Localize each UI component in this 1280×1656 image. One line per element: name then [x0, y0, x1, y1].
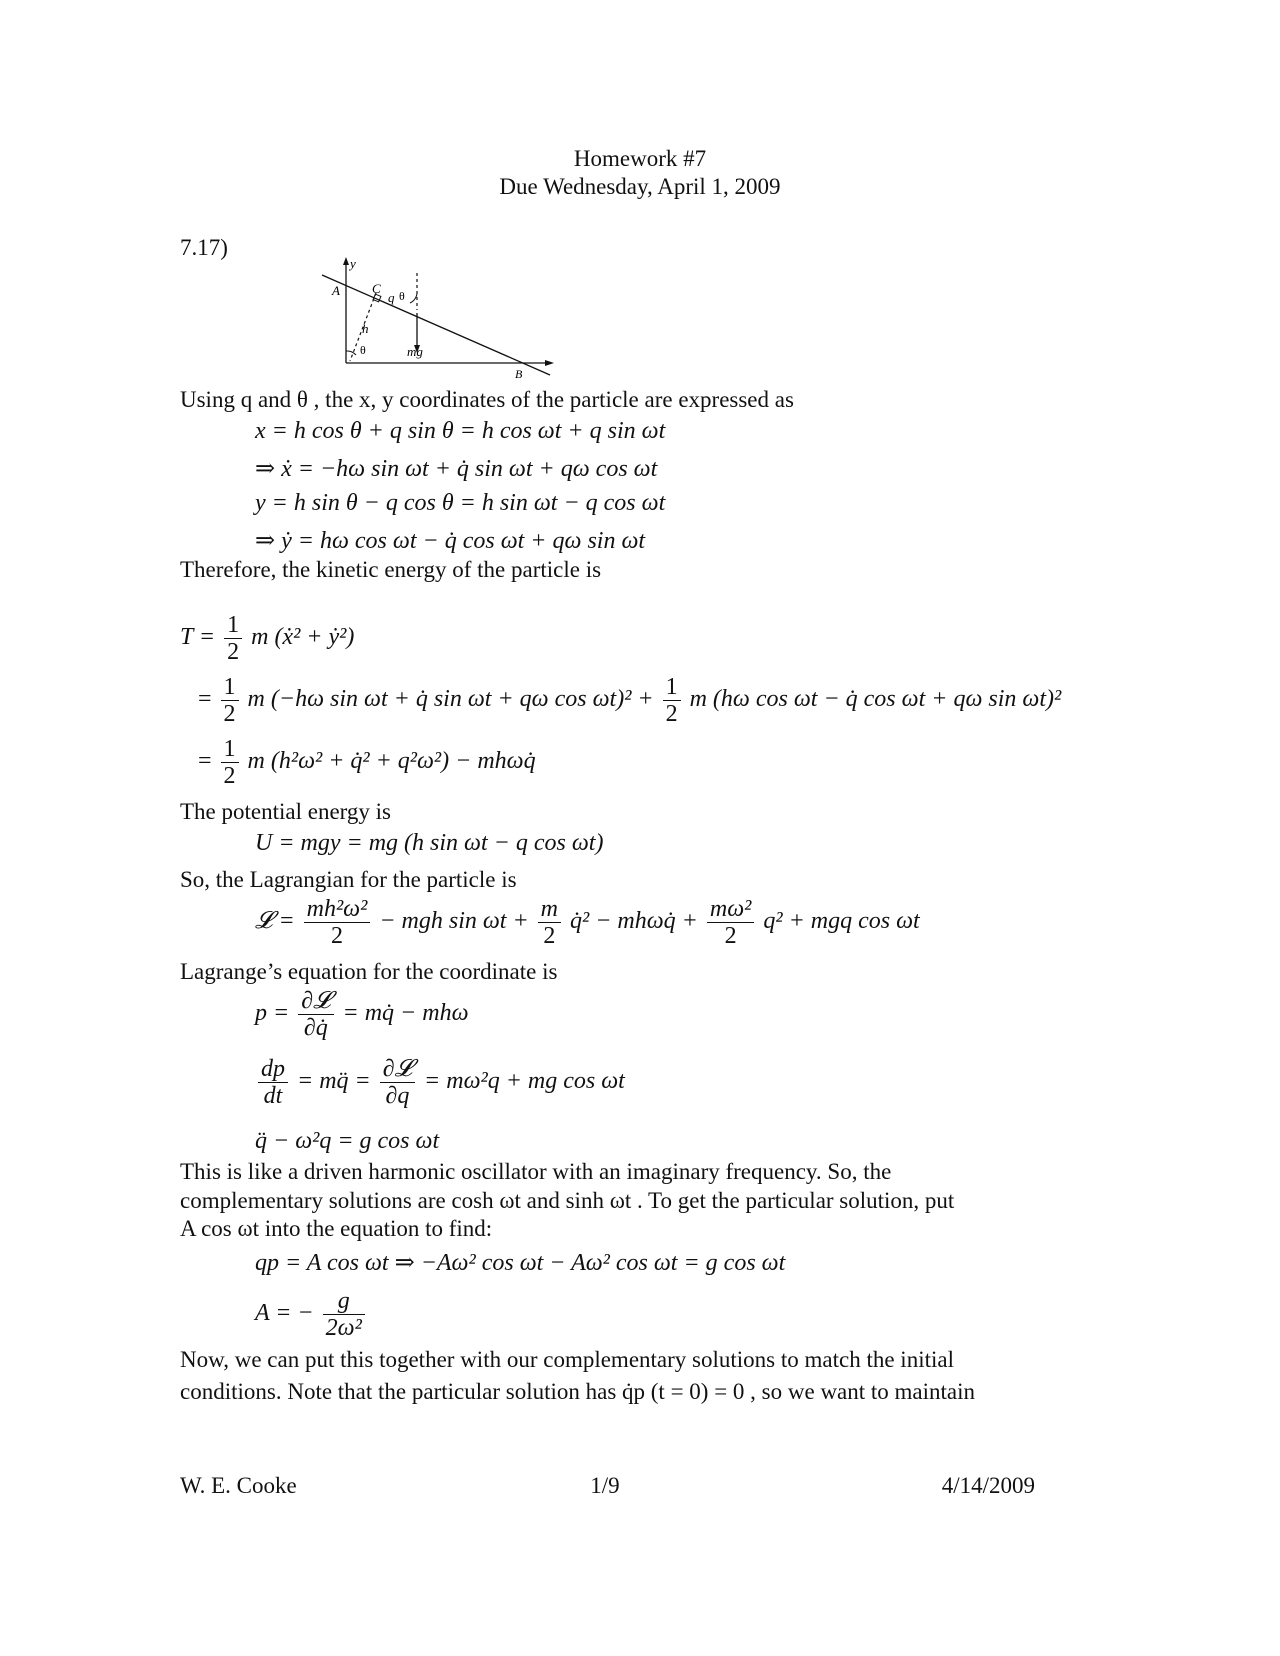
equation-y: y = h sin θ − q cos θ = h sin ωt − q cos ωt	[255, 490, 666, 516]
equation-x: x = h cos θ + q sin θ = h cos ωt + q sin ωt	[255, 418, 666, 444]
label-h: h	[362, 321, 369, 336]
problem-number: 7.17)	[180, 235, 228, 260]
theta-arc-bottom	[346, 351, 356, 355]
equation-particular: qp = A cos ωt ⇒ −Aω² cos ωt − Aω² cos ωt = g cos ωt	[255, 1250, 786, 1276]
y-axis-arrow	[343, 257, 349, 265]
equation-lagrangian: 𝓛 = $\frac{\text{mh²ω²}}{2}$ − mgh sin ωt + $\frac{m}{2}$ q̇² − mhωq̇ + $\frac{\text{mω²}}{2}$ q² + mgq cos ωt	[255, 896, 920, 949]
equation-dp-dt: $\frac{dp}{dt}$ = mq̈ = $\frac{\text{∂𝓛}}{\partial q}$ = mω²q + mg cos ωt	[255, 1056, 625, 1109]
paragraph-lagrange-eq: Lagrange’s equation for the coordinate is	[180, 959, 558, 984]
footer-date: 4/14/2009	[941, 1473, 1035, 1498]
equation-t3: = $\frac{1}{2}$ m (h²ω² + q̇² + q²ω²) − mhωq̇	[198, 736, 536, 789]
paragraph-oscillator-l1: This is like a driven harmonic oscillator with an imaginary frequency. So, the	[180, 1159, 892, 1184]
paragraph-lagrangian: So, the Lagrangian for the particle is	[180, 867, 517, 892]
label-c: C	[372, 281, 381, 296]
equation-t2: = $\frac{1}{2}$ m (−hω sin ωt + q̇ sin ωt + qω cos ωt)² + $\frac{1}{2}$ m (hω cos ωt − q̇ cos ωt + qω sin ωt)²	[198, 674, 1062, 727]
footer-page-number: 1/9	[590, 1473, 620, 1498]
inclined-rod-diagram	[320, 255, 560, 380]
equation-u: U = mgy = mg (h sin ωt − q cos ωt)	[255, 830, 604, 856]
label-theta-top: θ	[399, 289, 405, 303]
equation-a: A = − $\frac{g}{\text{2ω²}}$	[255, 1288, 368, 1341]
label-y: y	[350, 256, 356, 271]
equation-q-double-dot: q̈ − ω²q = g cos ωt	[255, 1128, 440, 1154]
label-a: A	[332, 283, 340, 298]
label-mg: mg	[407, 344, 423, 359]
rod-line	[322, 275, 550, 375]
equation-t1: T = $\frac{1}{2}$ m (ẋ² + ẏ²)	[180, 612, 355, 665]
label-q: q	[388, 290, 395, 305]
paragraph-coordinates: Using q and θ , the x, y coordinates of the particle are expressed as	[180, 387, 794, 412]
paragraph-kinetic: Therefore, the kinetic energy of the particle is	[180, 557, 602, 582]
paragraph-oscillator-l3: A cos ωt into the equation to find:	[180, 1216, 493, 1241]
footer-author: W. E. Cooke	[180, 1473, 297, 1498]
due-date: Due Wednesday, April 1, 2009	[499, 174, 781, 199]
label-theta-bottom: θ	[360, 343, 366, 357]
equation-momentum: p = $\frac{\text{∂𝓛}}{\partial q̇}$ = mq̇ − mhω	[255, 988, 469, 1041]
page-title: Homework #7	[573, 146, 707, 171]
paragraph-initial-l1: Now, we can put this together with our complementary solutions to match the initial	[180, 1347, 954, 1372]
label-b: B	[515, 367, 523, 380]
x-axis-arrow	[545, 360, 554, 366]
paragraph-oscillator-l2: complementary solutions are cosh ωt and sinh ωt . To get the particular solution, put	[180, 1188, 955, 1213]
paragraph-initial-l2: conditions. Note that the particular solution has q̇p (t = 0) = 0 , so we want to maintain	[180, 1379, 976, 1404]
paragraph-potential: The potential energy is	[180, 799, 391, 824]
theta-arc-top	[410, 291, 417, 303]
equation-y-dot: ⇒ ẏ = hω cos ωt − q̇ cos ωt + qω sin ωt	[255, 528, 646, 554]
equation-x-dot: ⇒ ẋ = −hω sin ωt + q̇ sin ωt + qω cos ωt	[255, 456, 658, 482]
